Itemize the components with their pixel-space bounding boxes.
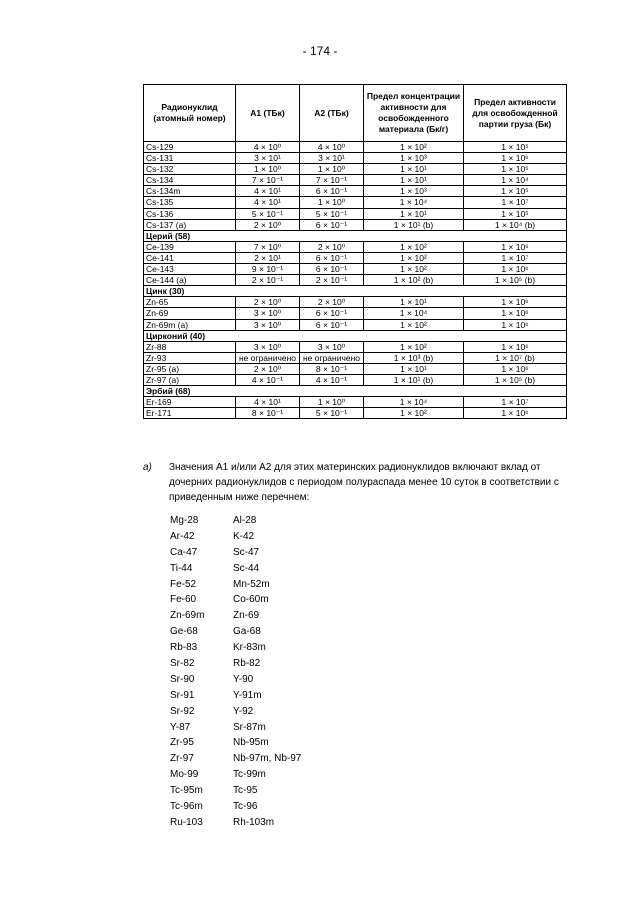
parent-nuclide: Sr-91 — [170, 689, 195, 701]
daughter-nuclide: Nb-95m — [233, 737, 269, 749]
cell-nuclide: Ce-144 (a) — [144, 275, 236, 286]
cell-value: 1 × 10¹ — [364, 363, 464, 374]
cell-value: 4 × 10¹ — [236, 186, 300, 197]
cell-value: 3 × 10⁰ — [236, 341, 300, 352]
cell-value: 3 × 10¹ — [236, 153, 300, 164]
parent-nuclide: Mo-99 — [170, 769, 199, 781]
parent-nuclide: Y-87 — [170, 721, 191, 733]
cell-value: 1 × 10² (b) — [364, 275, 464, 286]
cell-value: 6 × 10⁻¹ — [300, 319, 364, 330]
cell-value: 1 × 10³ — [364, 153, 464, 164]
list-item — [170, 656, 370, 672]
cell-value: 8 × 10⁻¹ — [300, 363, 364, 374]
list-item — [170, 624, 370, 640]
cell-nuclide: Zr-95 (a) — [144, 363, 236, 374]
cell-value: 4 × 10⁻¹ — [300, 374, 364, 385]
cell-value: 4 × 10¹ — [236, 197, 300, 208]
daughter-nuclide: Kr-83m — [233, 642, 266, 654]
cell-value: 1 × 10⁵ (b) — [464, 275, 567, 286]
list-item — [170, 704, 370, 720]
cell-value: 1 × 10¹ — [364, 208, 464, 219]
cell-value: не ограничено — [300, 352, 364, 363]
parent-nuclide: Zr-97 — [170, 753, 194, 765]
table-row — [144, 275, 567, 286]
daughter-nuclide: Sr-87m — [233, 721, 266, 733]
cell-value: 1 × 10³ (b) — [364, 352, 464, 363]
cell-value: 2 × 10⁻¹ — [300, 275, 364, 286]
cell-value: 2 × 10⁰ — [236, 297, 300, 308]
cell-nuclide: Er-169 — [144, 397, 236, 408]
table-row — [144, 241, 567, 252]
cell-value: 1 × 10² — [364, 319, 464, 330]
group-label: Цинк (30) — [144, 286, 567, 297]
cell-value: 1 × 10² — [364, 241, 464, 252]
page-number: - 174 - — [302, 44, 338, 58]
parent-nuclide: Sr-92 — [170, 705, 195, 717]
table-header-row — [144, 85, 567, 142]
parent-nuclide: Fe-52 — [170, 578, 197, 590]
cell-nuclide: Cs-129 — [144, 142, 236, 153]
cell-value: 2 × 10⁰ — [236, 363, 300, 374]
cell-value: 1 × 10⁰ — [300, 164, 364, 175]
cell-value: 2 × 10⁰ — [300, 297, 364, 308]
cell-value: 1 × 10⁶ — [464, 319, 567, 330]
parent-nuclide: Tc-95m — [170, 785, 203, 797]
list-item — [170, 529, 370, 545]
daughter-nuclide: Zn-69 — [233, 610, 260, 622]
header-radionuclide: Радионуклид (атомный номер) — [144, 85, 236, 142]
cell-nuclide: Cs-132 — [144, 164, 236, 175]
cell-value: 1 × 10⁵ — [464, 186, 567, 197]
cell-value: 1 × 10⁰ — [236, 164, 300, 175]
parent-nuclide: Ru-103 — [170, 816, 203, 828]
cell-value: 1 × 10³ — [364, 186, 464, 197]
cell-value: 1 × 10² — [364, 408, 464, 419]
cell-nuclide: Cs-134m — [144, 186, 236, 197]
daughter-nuclide: Sc-47 — [233, 546, 260, 558]
table-group-row — [144, 330, 567, 341]
cell-value: 1 × 10⁷ — [464, 197, 567, 208]
cell-value: 1 × 10⁷ — [464, 397, 567, 408]
table-row — [144, 308, 567, 319]
cell-value: 6 × 10⁻¹ — [300, 219, 364, 230]
footnote-mark: a) — [143, 462, 152, 473]
list-item — [170, 688, 370, 704]
cell-value: 1 × 10¹ — [364, 297, 464, 308]
group-label: Церий (58) — [144, 230, 567, 241]
parent-nuclide: Sr-90 — [170, 673, 195, 685]
cell-value: 1 × 10² — [364, 252, 464, 263]
parent-nuclide: Tc-96m — [170, 801, 203, 813]
footnote-text: Значения A1 и/или A2 для этих материнских радионуклидов включают вклад от дочерних радионуклидов с периодом полураспада менее 10 суток в соответствии с приведенным ниже перечнем: — [169, 462, 559, 503]
daughter-nuclide: Al-28 — [233, 515, 257, 526]
cell-value: 1 × 10⁷ — [464, 252, 567, 263]
cell-value: 1 × 10¹ — [364, 175, 464, 186]
cell-value: 3 × 10⁰ — [300, 341, 364, 352]
table-row — [144, 341, 567, 352]
cell-nuclide: Cs-135 — [144, 197, 236, 208]
daughter-nuclide: Mn-52m — [233, 578, 270, 590]
cell-value: 1 × 10¹ (b) — [364, 219, 464, 230]
cell-value: 1 × 10⁵ (b) — [464, 374, 567, 385]
cell-value: 1 × 10⁶ — [464, 308, 567, 319]
daughter-nuclide: K-42 — [233, 530, 255, 542]
cell-value: 1 × 10⁴ — [364, 197, 464, 208]
cell-value: 7 × 10⁻¹ — [236, 175, 300, 186]
cell-value: 1 × 10¹ (b) — [364, 374, 464, 385]
cell-value: 3 × 10⁰ — [236, 308, 300, 319]
parent-nuclide: Fe-60 — [170, 594, 197, 606]
list-item — [170, 799, 370, 815]
parent-nuclide: Ca-47 — [170, 546, 198, 558]
cell-nuclide: Zr-88 — [144, 341, 236, 352]
parent-daughter-list — [170, 513, 370, 831]
list-item — [170, 767, 370, 783]
cell-value: 1 × 10⁷ (b) — [464, 352, 567, 363]
cell-value: 9 × 10⁻¹ — [236, 264, 300, 275]
group-label: Эрбий (68) — [144, 386, 567, 397]
daughter-nuclide: Nb-97m, Nb-97 — [233, 753, 302, 765]
cell-value: 1 × 10² — [364, 341, 464, 352]
list-item — [170, 545, 370, 561]
cell-nuclide: Zr-97 (a) — [144, 374, 236, 385]
daughter-nuclide: Sc-44 — [233, 562, 260, 574]
cell-value: 1 × 10⁵ — [464, 142, 567, 153]
daughter-nuclide: Rb-82 — [233, 658, 261, 670]
cell-value: 1 × 10⁴ — [464, 175, 567, 186]
list-item — [170, 592, 370, 608]
cell-nuclide: Zn-65 — [144, 297, 236, 308]
daughter-nuclide: Co-60m — [233, 594, 269, 606]
table-group-row — [144, 286, 567, 297]
list-item — [170, 672, 370, 688]
cell-nuclide: Cs-134 — [144, 175, 236, 186]
parent-nuclide: Ti-44 — [170, 562, 193, 574]
cell-value: 2 × 10¹ — [236, 252, 300, 263]
radionuclide-table — [143, 84, 567, 419]
table-group-row — [144, 386, 567, 397]
cell-value: 1 × 10¹ — [364, 164, 464, 175]
list-item — [170, 735, 370, 751]
daughter-nuclide: Tc-95 — [233, 785, 258, 797]
cell-nuclide: Ce-141 — [144, 252, 236, 263]
cell-value: 6 × 10⁻¹ — [300, 186, 364, 197]
daughter-nuclide: Ga-68 — [233, 626, 261, 638]
cell-nuclide: Zn-69 — [144, 308, 236, 319]
cell-nuclide: Zn-69m (a) — [144, 319, 236, 330]
list-item — [170, 640, 370, 656]
list-item — [170, 815, 370, 831]
cell-value: 1 × 10⁶ — [464, 363, 567, 374]
parent-nuclide: Ar-42 — [170, 530, 195, 542]
table-row — [144, 408, 567, 419]
list-item — [170, 577, 370, 593]
cell-value: 2 × 10⁰ — [300, 241, 364, 252]
table-row — [144, 252, 567, 263]
cell-value: 1 × 10⁵ — [464, 164, 567, 175]
table-row — [144, 264, 567, 275]
cell-nuclide: Er-171 — [144, 408, 236, 419]
list-item — [170, 720, 370, 736]
cell-value: 3 × 10⁰ — [236, 319, 300, 330]
cell-nuclide: Cs-131 — [144, 153, 236, 164]
cell-value: 1 × 10⁴ (b) — [464, 219, 567, 230]
table-row — [144, 197, 567, 208]
parent-nuclide: Mg-28 — [170, 515, 199, 526]
list-item — [170, 751, 370, 767]
cell-value: 5 × 10⁻¹ — [300, 408, 364, 419]
cell-value: 1 × 10⁰ — [300, 197, 364, 208]
daughter-nuclide: Tc-96 — [233, 801, 258, 813]
list-item — [170, 608, 370, 624]
header-a2: A2 (ТБк) — [300, 85, 364, 142]
cell-value: 6 × 10⁻¹ — [300, 308, 364, 319]
header-concentration-limit: Предел концентрации активности для освобожденного материала (Бк/г) — [364, 85, 464, 142]
cell-value: 4 × 10⁻¹ — [236, 374, 300, 385]
cell-value: 1 × 10⁰ — [300, 397, 364, 408]
table-row — [144, 208, 567, 219]
daughter-nuclide: Y-91m — [233, 689, 262, 701]
cell-nuclide: Ce-139 — [144, 241, 236, 252]
cell-nuclide: Cs-136 — [144, 208, 236, 219]
cell-value: 1 × 10⁶ — [464, 264, 567, 275]
list-item — [170, 783, 370, 799]
cell-value: 4 × 10⁰ — [300, 142, 364, 153]
cell-value: 1 × 10⁵ — [464, 208, 567, 219]
table-row — [144, 142, 567, 153]
list-item — [170, 513, 370, 529]
header-a1: A1 (ТБк) — [236, 85, 300, 142]
list-item — [170, 561, 370, 577]
table-row — [144, 297, 567, 308]
cell-value: 8 × 10⁻¹ — [236, 408, 300, 419]
table-row — [144, 397, 567, 408]
cell-value: 7 × 10⁰ — [236, 241, 300, 252]
header-consignment-limit: Предел активности для освобожденной партии груза (Бк) — [464, 85, 567, 142]
cell-value: 5 × 10⁻¹ — [300, 208, 364, 219]
table-row — [144, 153, 567, 164]
cell-value: 1 × 10⁶ — [464, 408, 567, 419]
table-row — [144, 374, 567, 385]
cell-value: 5 × 10⁻¹ — [236, 208, 300, 219]
cell-value: 1 × 10² — [364, 142, 464, 153]
table-row — [144, 363, 567, 374]
cell-value: 4 × 10⁰ — [236, 142, 300, 153]
cell-value: 2 × 10⁰ — [236, 219, 300, 230]
table-body — [144, 142, 567, 419]
parent-nuclide: Rb-83 — [170, 642, 198, 654]
cell-value: 1 × 10² — [364, 264, 464, 275]
cell-value: 6 × 10⁻¹ — [300, 264, 364, 275]
cell-value: 3 × 10¹ — [300, 153, 364, 164]
parent-nuclide: Ge-68 — [170, 626, 198, 638]
footnote — [143, 460, 573, 505]
cell-value: 1 × 10⁶ — [464, 153, 567, 164]
group-label: Цирконий (40) — [144, 330, 567, 341]
cell-value: не ограничено — [236, 352, 300, 363]
cell-value: 2 × 10⁻¹ — [236, 275, 300, 286]
cell-value: 1 × 10⁴ — [364, 308, 464, 319]
parent-nuclide: Zn-69m — [170, 610, 205, 622]
table-group-row — [144, 230, 567, 241]
cell-nuclide: Cs-137 (a) — [144, 219, 236, 230]
cell-value: 1 × 10⁶ — [464, 241, 567, 252]
daughter-nuclide: Tc-99m — [233, 769, 266, 781]
table-row — [144, 319, 567, 330]
cell-nuclide: Zr-93 — [144, 352, 236, 363]
table-row — [144, 352, 567, 363]
cell-value: 1 × 10⁶ — [464, 297, 567, 308]
cell-value: 4 × 10¹ — [236, 397, 300, 408]
daughter-nuclide: Rh-103m — [233, 816, 275, 828]
cell-nuclide: Ce-143 — [144, 264, 236, 275]
table-row — [144, 219, 567, 230]
cell-value: 1 × 10⁶ — [464, 341, 567, 352]
cell-value: 7 × 10⁻¹ — [300, 175, 364, 186]
table-row — [144, 164, 567, 175]
parent-nuclide: Zr-95 — [170, 737, 194, 749]
parent-nuclide: Sr-82 — [170, 658, 195, 670]
cell-value: 1 × 10⁴ — [364, 397, 464, 408]
cell-value: 6 × 10⁻¹ — [300, 252, 364, 263]
daughter-nuclide: Y-92 — [233, 705, 254, 717]
table-row — [144, 175, 567, 186]
daughter-nuclide: Y-90 — [233, 673, 254, 685]
table-row — [144, 186, 567, 197]
